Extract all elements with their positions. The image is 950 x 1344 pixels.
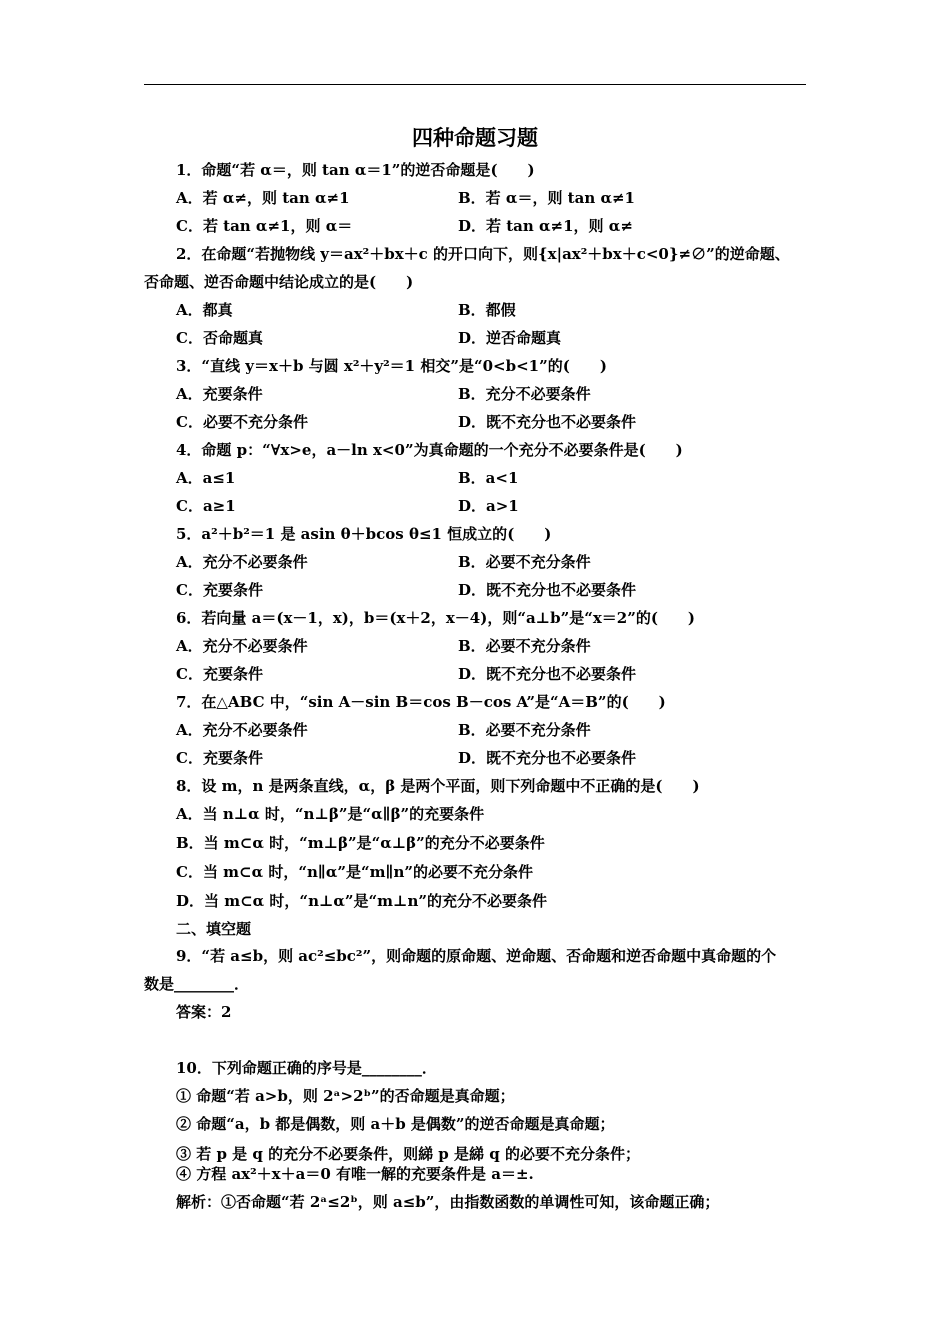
q5-option-a: A．充分不必要条件 [176, 553, 308, 571]
q5-option-d: D．既不充分也不必要条件 [458, 581, 637, 599]
q2-option-a: A．都真 [176, 301, 233, 319]
q2-option-c: C．否命题真 [176, 329, 263, 347]
question-7: 7．在△ABC 中，“sin A－sin B＝cos B－cos A”是“A＝B”的( ) [176, 693, 666, 711]
section-heading-fill-blank: 二、填空题 [176, 920, 252, 938]
q8-option-d: D．当 m⊂α 时，“n⊥α”是“m⊥n”的充分不必要条件 [176, 892, 547, 910]
question-1: 1．命题“若 α＝，则 tan α＝1”的逆否命题是( ) [176, 161, 535, 179]
q7-option-c: C．充要条件 [176, 749, 263, 767]
q6-option-c: C．充要条件 [176, 665, 263, 683]
q1-option-c: C．若 tan α≠1，则 α＝ [176, 217, 353, 235]
q7-option-d: D．既不充分也不必要条件 [458, 749, 637, 767]
q2-option-d: D．逆否命题真 [458, 329, 562, 347]
q10-item-1: ① 命题“若 a>b，则 2ᵃ>2ᵇ”的否命题是真命题； [176, 1087, 515, 1105]
q2-option-b: B．都假 [458, 301, 516, 319]
q10-item-4: ④ 方程 ax²＋x＋a＝0 有唯一解的充要条件是 a＝±. [176, 1165, 534, 1183]
question-2-cont: 否命题、逆否命题中结论成立的是( ) [144, 273, 414, 291]
q6-option-a: A．充分不必要条件 [176, 637, 308, 655]
q5-option-c: C．充要条件 [176, 581, 263, 599]
q1-option-d: D．若 tan α≠1，则 α≠ [458, 217, 633, 235]
q1-option-b: B．若 α＝，则 tan α≠1 [458, 189, 635, 207]
q8-option-c: C．当 m⊂α 时，“n∥α”是“m∥n”的必要不充分条件 [176, 863, 533, 881]
q4-option-d: D．a>1 [458, 497, 519, 515]
question-4: 4．命题 p：“∀x>e，a－ln x<0”为真命题的一个充分不必要条件是( ) [176, 441, 683, 459]
question-5: 5．a²＋b²＝1 是 asin θ＋bcos θ≤1 恒成立的( ) [176, 525, 552, 543]
q10-item-2: ② 命题“a，b 都是偶数，则 a＋b 是偶数”的逆否命题是真命题； [176, 1115, 615, 1133]
q4-option-c: C．a≥1 [176, 497, 236, 515]
question-9: 9．“若 a≤b，则 ac²≤bc²”，则命题的原命题、逆命题、否命题和逆否命题中真命题的个 [176, 947, 777, 965]
q4-option-a: A．a≤1 [176, 469, 236, 487]
question-6: 6．若向量 a＝(x－1，x)，b＝(x＋2，x－4)，则“a⊥b”是“x＝2”的( ) [176, 609, 696, 627]
q10-analysis: 解析：①否命题“若 2ᵃ≤2ᵇ，则 a≤b”，由指数函数的单调性可知，该命题正确； [176, 1193, 720, 1211]
q6-option-b: B．必要不充分条件 [458, 637, 591, 655]
q8-option-b: B．当 m⊂α 时，“m⊥β”是“α⊥β”的充分不必要条件 [176, 834, 545, 852]
top-rule [144, 84, 806, 85]
q3-option-a: A．充要条件 [176, 385, 263, 403]
question-2: 2．在命题“若抛物线 y＝ax²＋bx＋c 的开口向下，则{x|ax²＋bx＋c<0}≠∅”的逆命题、 [176, 245, 790, 263]
q6-option-d: D．既不充分也不必要条件 [458, 665, 637, 683]
q1-option-a: A．若 α≠，则 tan α≠1 [176, 189, 350, 207]
q7-option-a: A．充分不必要条件 [176, 721, 308, 739]
question-9-cont: 数是________． [144, 975, 250, 993]
q9-answer: 答案：2 [176, 1003, 232, 1021]
question-10: 10．下列命题正确的序号是________． [176, 1059, 437, 1077]
q3-option-b: B．充分不必要条件 [458, 385, 591, 403]
q3-option-d: D．既不充分也不必要条件 [458, 413, 637, 431]
q3-option-c: C．必要不充分条件 [176, 413, 308, 431]
question-8: 8．设 m，n 是两条直线，α，β 是两个平面，则下列命题中不正确的是( ) [176, 777, 700, 795]
question-3: 3．“直线 y＝x＋b 与圆 x²＋y²＝1 相交”是“0<b<1”的( ) [176, 357, 607, 375]
q10-item-3: ③ 若 p 是 q 的充分不必要条件，则綈 p 是綈 q 的必要不充分条件； [176, 1145, 640, 1163]
q8-option-a: A．当 n⊥α 时，“n⊥β”是“α∥β”的充要条件 [176, 805, 485, 823]
page-title: 四种命题习题 [412, 126, 538, 150]
q7-option-b: B．必要不充分条件 [458, 721, 591, 739]
q5-option-b: B．必要不充分条件 [458, 553, 591, 571]
q4-option-b: B．a<1 [458, 469, 519, 487]
